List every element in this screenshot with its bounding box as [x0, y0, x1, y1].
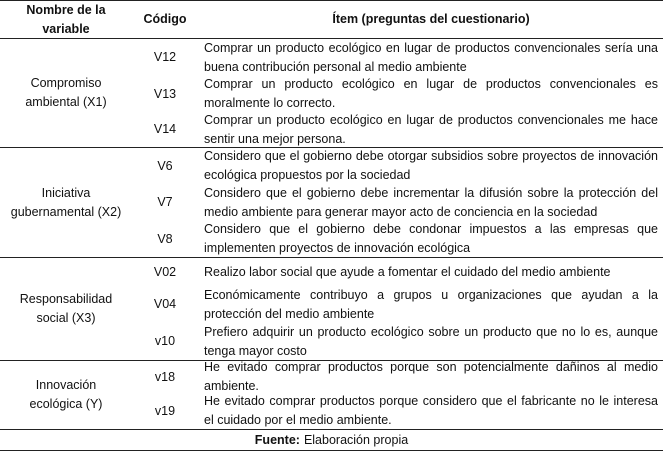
item-code: V02 [153, 264, 177, 279]
item-code: V04 [153, 297, 177, 311]
variable-name: Compromiso ambiental (X1) [25, 76, 107, 109]
item-text: Considero que el gobierno debe incrementar la difusión sobre la protección del medio ambiente para generar mayor acto de conciencia en la sociedad [204, 185, 658, 219]
variable-name: Iniciativa gubernamental (X2) [10, 185, 122, 219]
item-text: Considero que el gobierno debe condonar impuestos a las empresas que implementen proyectos de innovación ecológica [204, 222, 658, 255]
header-code: Código [143, 12, 187, 26]
item-code: V14 [153, 122, 177, 136]
table-source [0, 430, 663, 450]
variable-name: Responsabilidad social (X3) [19, 292, 113, 325]
item-code: V7 [157, 195, 173, 209]
variable-name: Innovación ecológica (Y) [29, 378, 103, 411]
item-text: Comprar un producto ecológico en lugar de productos convencionales es moralmente lo correcto. [204, 77, 658, 110]
item-text: Considero que el gobierno debe otorgar subsidios sobre proyectos de innovación ecológica propuestos por la sociedad [204, 149, 658, 182]
item-code: v18 [154, 369, 176, 384]
source-label: Fuente: [254, 432, 300, 447]
header-variable: Nombre de la variable [26, 2, 106, 36]
item-code: V8 [157, 231, 173, 246]
header-item: Ítem (preguntas del cuestionario) [332, 12, 530, 26]
item-code: V13 [153, 86, 177, 101]
item-text: He evitado comprar productos porque considero que el fabricante no le interesa el cuidado por el medio ambiente. [204, 394, 658, 427]
item-code: V6 [157, 158, 173, 173]
source-text: Elaboración propia [303, 432, 409, 447]
item-code: v19 [154, 403, 176, 418]
item-text: He evitado comprar productos porque son potencialmente dañinos al medio ambiente. [204, 360, 658, 393]
item-text: Comprar un producto ecológico en lugar de productos convencionales me hace sentir una mejor persona. [204, 112, 658, 146]
item-code: v10 [154, 334, 176, 348]
item-text: Prefiero adquirir un producto ecológico sobre un producto que no lo es, aunque tenga mayor costo [204, 324, 658, 358]
item-code: V12 [153, 50, 177, 64]
item-text: Económicamente contribuyo a grupos u organizaciones que ayudan a la protección del medio ambiente [204, 287, 658, 321]
item-text: Realizo labor social que ayude a fomentar el cuidado del medio ambiente [204, 264, 611, 279]
item-text: Comprar un producto ecológico en lugar de productos convencionales sería una buena contribución personal al medio ambiente [204, 40, 658, 74]
